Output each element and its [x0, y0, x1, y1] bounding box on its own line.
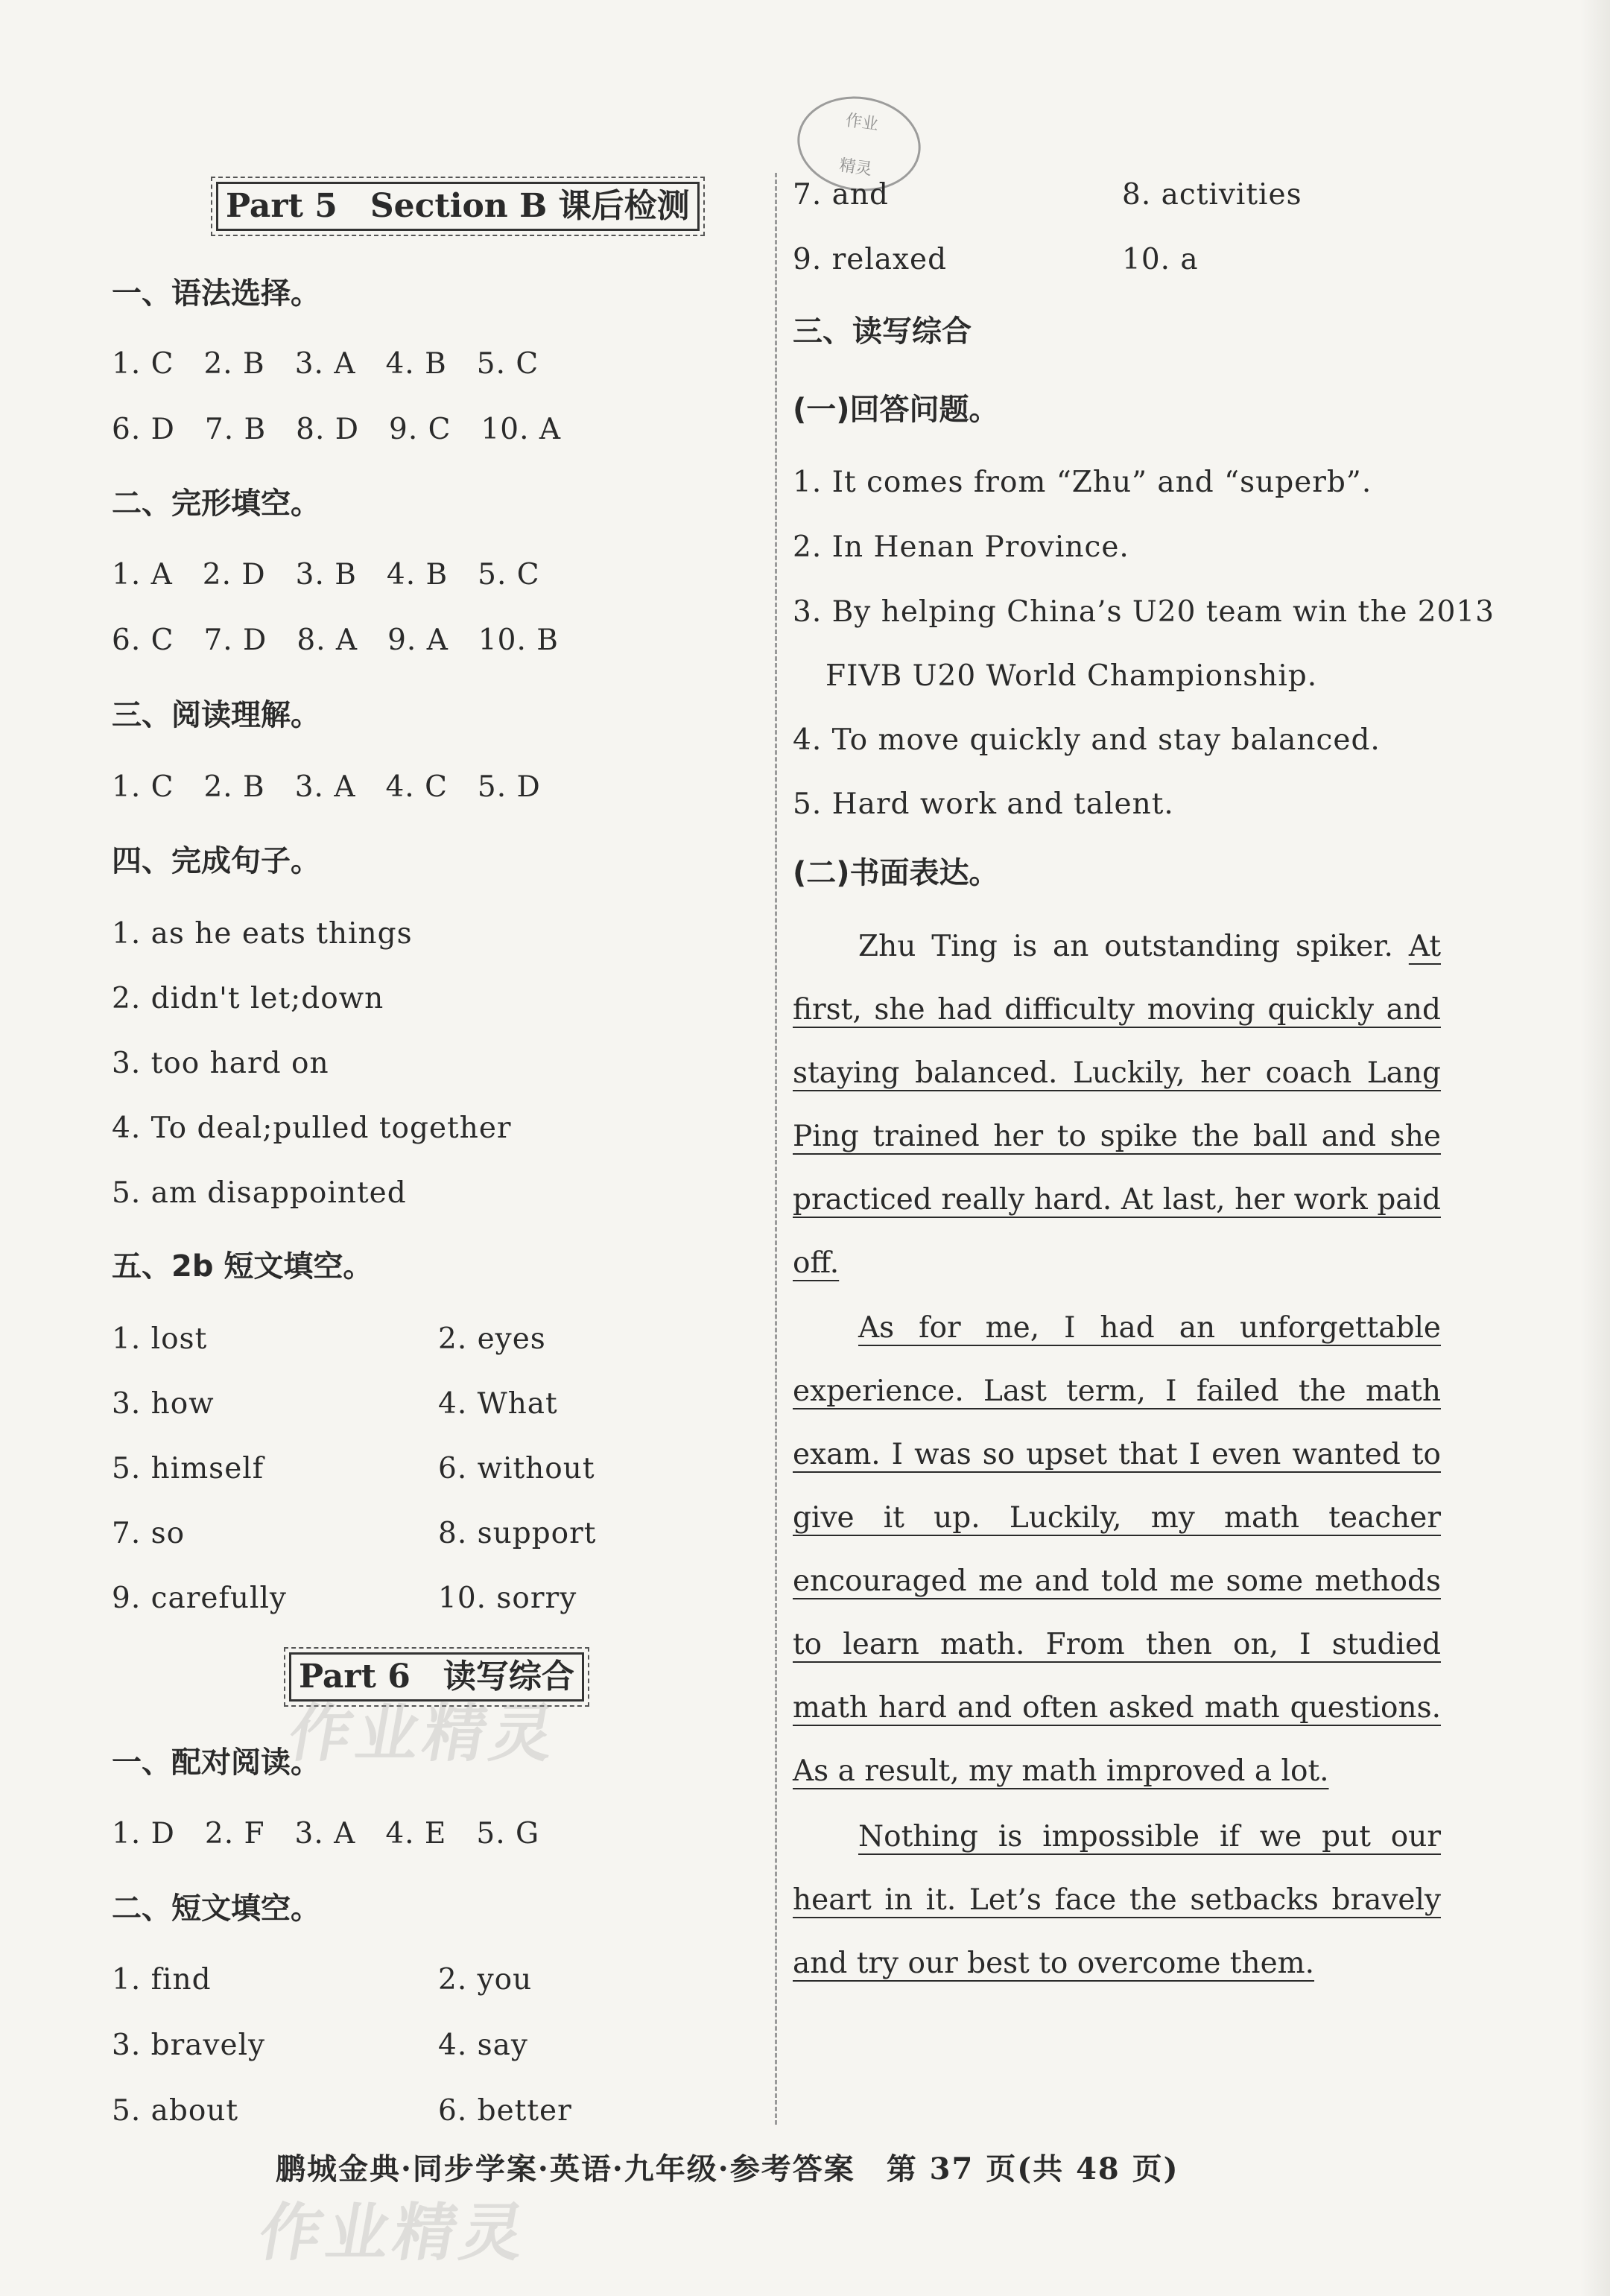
list-item: 3. bravely — [112, 2029, 266, 2062]
list-item: 2. didn't let;down — [112, 982, 384, 1015]
list-item: 2. eyes — [438, 1322, 546, 1356]
list-item: 4. say — [438, 2029, 528, 2062]
part6-title: Part 6 读写综合 — [289, 1652, 584, 1702]
list-item: 8. support — [438, 1517, 597, 1550]
section-reading-heading: 三、阅读理解。 — [112, 698, 320, 732]
essay-paragraph-1 — [793, 915, 1441, 1295]
watermark: 作业精灵 — [283, 1697, 565, 1770]
answer-line: 2. In Henan Province. — [793, 530, 1129, 564]
answer-line: 4. To move quickly and stay balanced. — [793, 723, 1381, 757]
answer-line: FIVB U20 World Championship. — [825, 659, 1318, 693]
answer-row: 6. D 7. B 8. D 9. C 10. A — [112, 413, 562, 446]
watermark: 作业精灵 — [253, 2196, 535, 2269]
section-grammar-heading: 一、语法选择。 — [112, 276, 320, 311]
essay-underlined: At first, she had difficulty moving quickly and staying balanced. Luckily, her coach Lang Ping trained her to spike the ball and she practiced really hard. At last, her work paid off. — [793, 930, 1441, 1280]
column-divider — [775, 173, 777, 2125]
list-item: 1. as he eats things — [112, 917, 413, 951]
stamp-logo: 作业 精灵 — [791, 89, 927, 199]
answer-row: 1. A 2. D 3. B 4. B 5. C — [112, 558, 540, 592]
section-cloze-heading: 二、完形填空。 — [112, 486, 320, 521]
list-item: 5. am disappointed — [112, 1176, 407, 1210]
list-item: 3. how — [112, 1387, 215, 1421]
list-item: 7. so — [112, 1517, 186, 1550]
page-footer: 鹏城金典·同步学案·英语·九年级·参考答案 第 37 页(共 48 页) — [276, 2151, 1179, 2186]
section-matching-heading: 一、配对阅读。 — [112, 1745, 320, 1780]
section-integrated-heading: 三、读写综合 — [793, 314, 972, 349]
list-item: 1. find — [112, 1963, 212, 1997]
list-item: 5. himself — [112, 1452, 264, 1485]
essay-paragraph-2: As for me, I had an unforgettable experience. Last term, I failed the math exam. I was so upset that I even wanted to give it up. Luckily, my math teacher encouraged me and told me some methods to learn math. From then on, I studied math hard and often asked math questions. As a result, my math improved a lot. — [793, 1311, 1441, 1788]
list-item: 4. What — [438, 1387, 558, 1421]
section-2b-heading: 五、2b 短文填空。 — [112, 1249, 373, 1284]
list-item: 4. To deal;pulled together — [112, 1111, 512, 1145]
list-item: 9. relaxed — [793, 243, 948, 276]
answer-row: 6. C 7. D 8. A 9. A 10. B — [112, 624, 559, 657]
list-item: 6. without — [438, 1452, 595, 1485]
questions-heading: (一)回答问题。 — [793, 393, 999, 427]
list-item: 8. activities — [1122, 178, 1302, 212]
list-item: 3. too hard on — [112, 1047, 329, 1080]
answer-line: 1. It comes from “Zhu” and “superb”. — [793, 466, 1372, 499]
list-item: 6. better — [438, 2094, 572, 2128]
answer-row: 1. C 2. B 3. A 4. B 5. C — [112, 347, 539, 381]
essay-paragraph-3: Nothing is impossible if we put our heart in it. Let’s face the setbacks bravely and try our best to overcome them. — [793, 1820, 1441, 1980]
section-fill-heading: 二、短文填空。 — [112, 1891, 320, 1926]
list-item: 10. sorry — [438, 1582, 577, 1615]
list-item: 1. lost — [112, 1322, 208, 1356]
list-item: 2. you — [438, 1963, 533, 1997]
list-item: 5. about — [112, 2094, 239, 2128]
part5-title: Part 5 Section B 课后检测 — [216, 182, 700, 231]
page-edge — [1580, 0, 1610, 2296]
list-item: 7. and — [793, 178, 889, 212]
answer-line: 5. Hard work and talent. — [793, 787, 1174, 821]
list-item: 9. carefully — [112, 1582, 287, 1615]
list-item: 10. a — [1122, 243, 1199, 276]
essay-sentence: Zhu Ting is an outstanding spiker. — [858, 930, 1393, 963]
answer-row: 1. C 2. B 3. A 4. C 5. D — [112, 770, 541, 804]
answer-line: 3. By helping China’s U20 team win the 2013 — [793, 595, 1495, 629]
writing-heading: (二)书面表达。 — [793, 856, 999, 890]
section-sentences-heading: 四、完成句子。 — [112, 844, 320, 878]
answer-row: 1. D 2. F 3. A 4. E 5. G — [112, 1817, 540, 1851]
